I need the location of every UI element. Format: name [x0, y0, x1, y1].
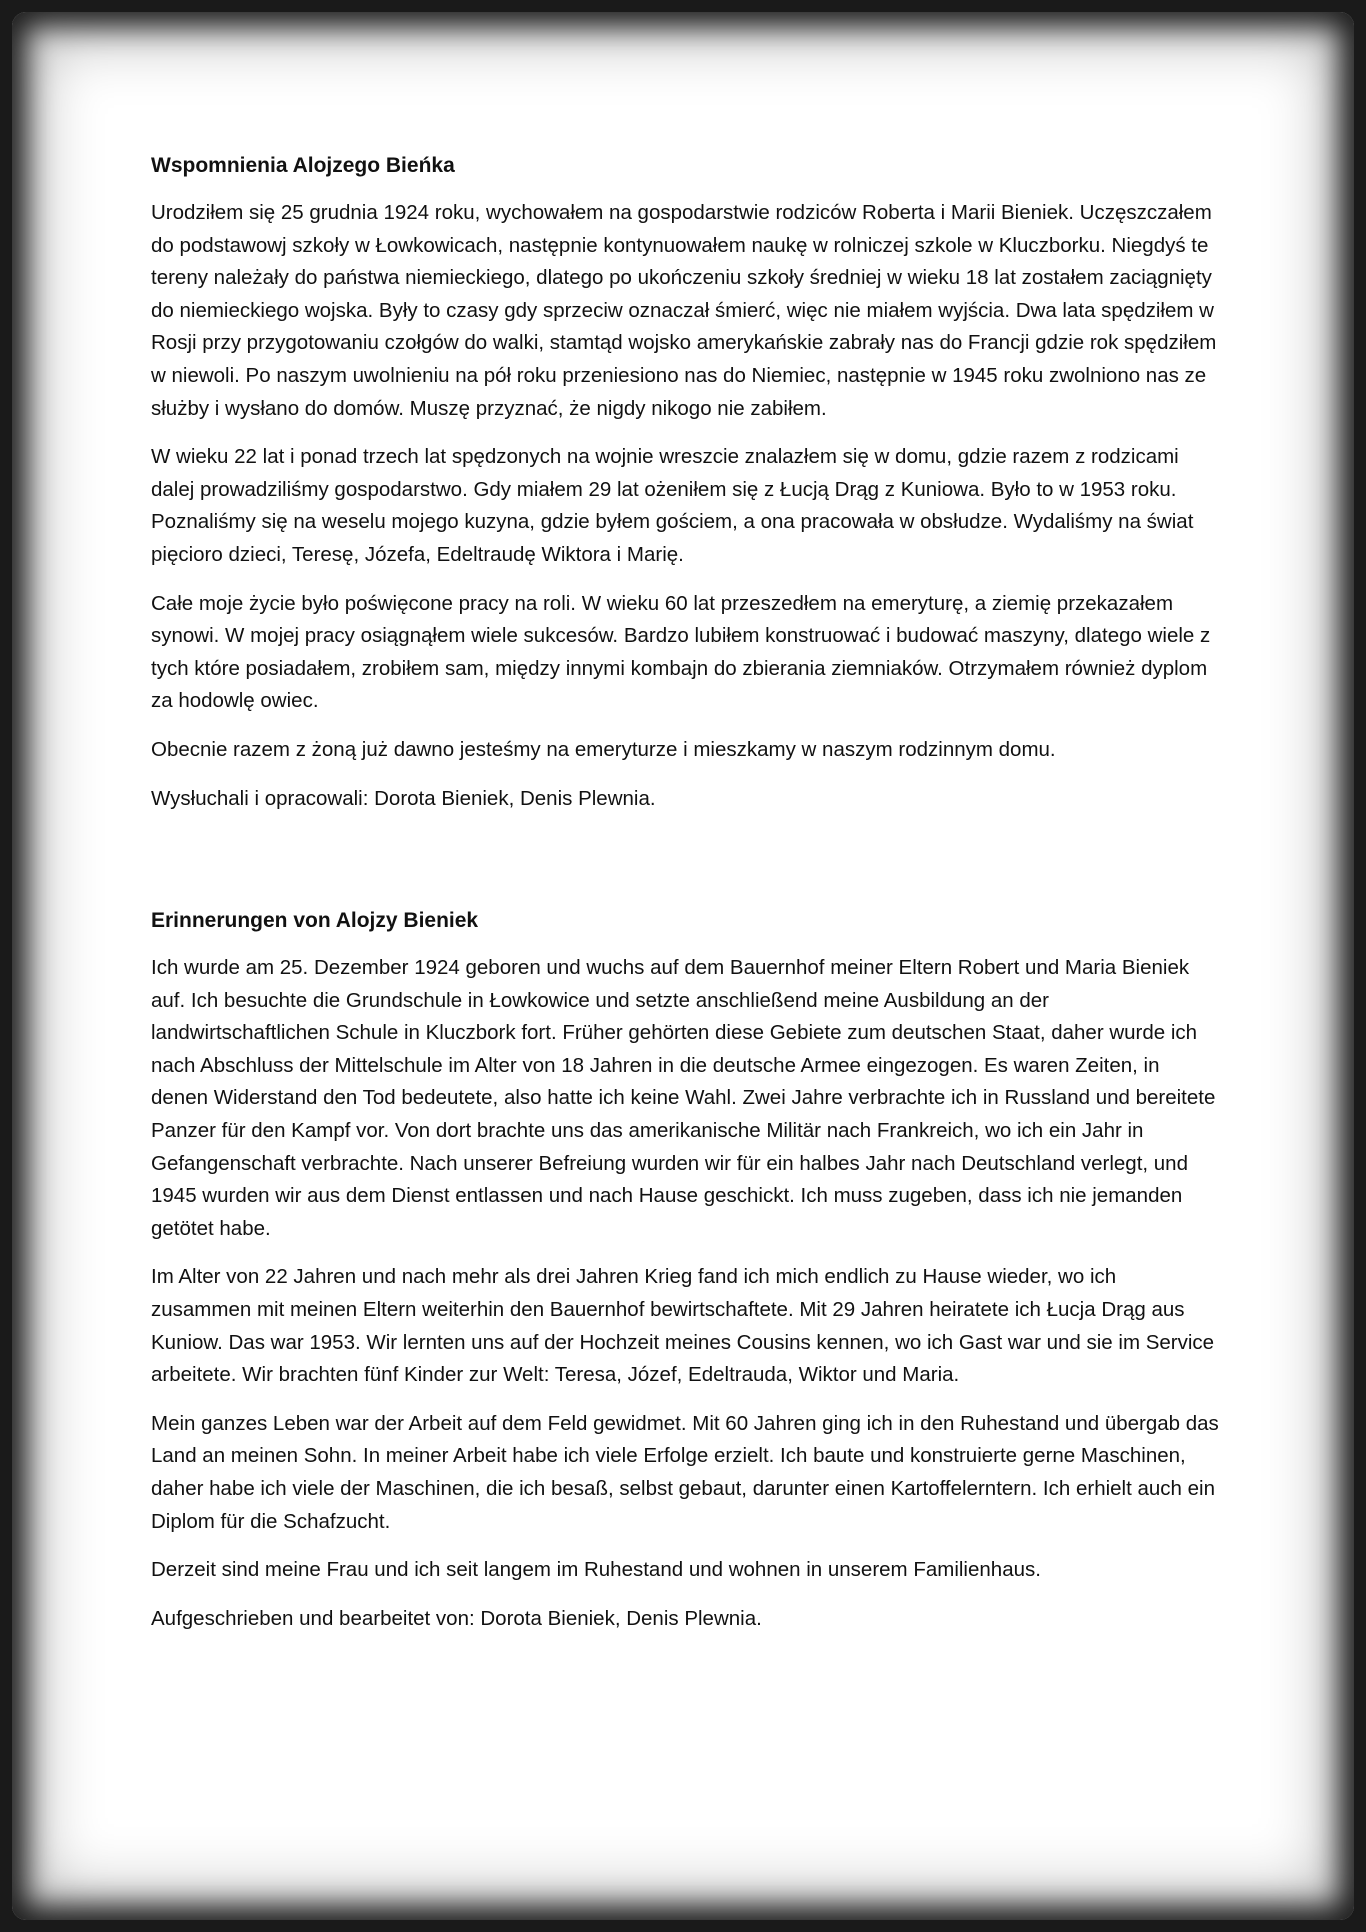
polish-title: Wspomnienia Alojzego Bieńka [151, 154, 455, 177]
german-paragraph-2: Im Alter von 22 Jahren und nach mehr als drei Jahren Krieg fand ich mich endlich zu Hause wieder, wo ich zusammen mit meinen Eltern weiterhin den Bauernhof bewirtschaftete. Mit 29 Jahren heiratete ich Łucja Drąg aus Kuniow. Das war 1953. Wir lernten uns auf der Hochzeit meines Cousins kennen, wo ich Gast war und sie im Service arbeitete. Wir brachten fünf Kinder zur Welt: Teresa, Józef, Edeltrauda, Wiktor und Maria. [151, 1265, 1215, 1387]
german-paragraph-3: Mein ganzes Leben war der Arbeit auf dem Feld gewidmet. Mit 60 Jahren ging ich in den Ruhestand und übergab das Land an meinen Sohn. In meiner Arbeit habe ich viele Erfolge erzielt. Ich baute und konstruierte gerne Maschinen, daher habe ich viele der Maschinen, die ich besaß, selbst gebaut, darunter einen Kartoffelerntern. Ich erhielt auch ein Diplom für die Schafzucht. [151, 1411, 1219, 1533]
polish-credits: Wysłuchali i opracowali: Dorota Bieniek, Denis Plewnia. [151, 786, 656, 810]
german-paragraph-4: Derzeit sind meine Frau und ich seit langem im Ruhestand und wohnen in unserem Familienhaus. [151, 1558, 1041, 1582]
document-content [151, 150, 1221, 1651]
german-credits: Aufgeschrieben und bearbeitet von: Dorota Bieniek, Denis Plewnia. [151, 1606, 762, 1630]
section-gap [151, 831, 1221, 905]
german-title: Erinnerungen von Alojzy Bieniek [151, 909, 479, 933]
polish-paragraph-4: Obecnie razem z żoną już dawno jesteśmy na emeryturze i mieszkamy w naszym rodzinnym domu. [151, 737, 1056, 761]
polish-paragraph-1: Urodziłem się 25 grudnia 1924 roku, wychowałem na gospodarstwie rodziców Roberta i Marii Bieniek. Uczęszczałem do podstawowj szkoły w Łowkowicach, następnie kontynuowałem naukę w rolniczej szkole w Kluczborku. Niegdyś te tereny należały do państwa niemieckiego, dlatego po ukończeniu szkoły średniej w wieku 18 lat zostałem zaciągnięty do niemieckiego wojska. Były to czasy gdy sprzeciw oznaczał śmierć, więc nie miałem wyjścia. Dwa lata spędziłem w Rosji przy przygotowaniu czołgów do walki, stamtąd wojsko amerykańskie zabrały nas do Francji gdzie rok spędziłem w niewoli. Po naszym uwolnieniu na pół roku przeniesiono nas do Niemiec, następnie w 1945 roku zwolniono nas ze służby i wysłano do domów. Muszę przyznać, że nigdy nikogo nie zabiłem. [151, 201, 1217, 420]
german-paragraph-1: Ich wurde am 25. Dezember 1924 geboren und wuchs auf dem Bauernhof meiner Eltern Robert und Maria Bieniek auf. Ich besuchte die Grundschule in Łowkowice und setzte anschließend meine Ausbildung an der landwirtschaftlichen Schule in Kluczbork fort. Früher gehörten diese Gebiete zum deutschen Staat, daher wurde ich nach Abschluss der Mittelschule im Alter von 18 Jahren in die deutsche Armee eingezogen. Es waren Zeiten, in denen Widerstand den Tod bedeutete, also hatte ich keine Wahl. Zwei Jahre verbrachte ich in Russland und bereitete Panzer für den Kampf vor. Von dort brachte uns das amerikanische Militär nach Frankreich, wo ich ein Jahr in Gefangenschaft verbrachte. Nach unserer Befreiung wurden wir für ein halbes Jahr nach Deutschland verlegt, und 1945 wurden wir aus dem Dienst entlassen und nach Hause geschickt. Ich muss zugeben, dass ich nie jemanden getötet habe. [151, 956, 1216, 1240]
polish-paragraph-3: Całe moje życie było poświęcone pracy na roli. W wieku 60 lat przeszedłem na emeryturę, a ziemię przekazałem synowi. W mojej pracy osiągnąłem wiele sukcesów. Bardzo lubiłem konstruować i budować maszyny, dlatego wiele z tych które posiadałem, zrobiłem sam, między innymi kombajn do zbierania ziemniaków. Otrzymałem również dyplom za hodowlę owiec. [151, 591, 1211, 713]
polish-paragraph-2: W wieku 22 lat i ponad trzech lat spędzonych na wojnie wreszcie znalazłem się w domu, gdzie razem z rodzicami dalej prowadziliśmy gospodarstwo. Gdy miałem 29 lat ożeniłem się z Łucją Drąg z Kuniowa. Było to w 1953 roku. Poznaliśmy się na weselu mojego kuzyna, gdzie byłem gościem, a ona pracowała w obsłudze. Wydaliśmy na świat pięcioro dzieci, Teresę, Józefa, Edeltraudę Wiktora i Marię. [151, 445, 1194, 566]
german-section [151, 905, 1221, 1635]
polish-section [151, 150, 1221, 815]
